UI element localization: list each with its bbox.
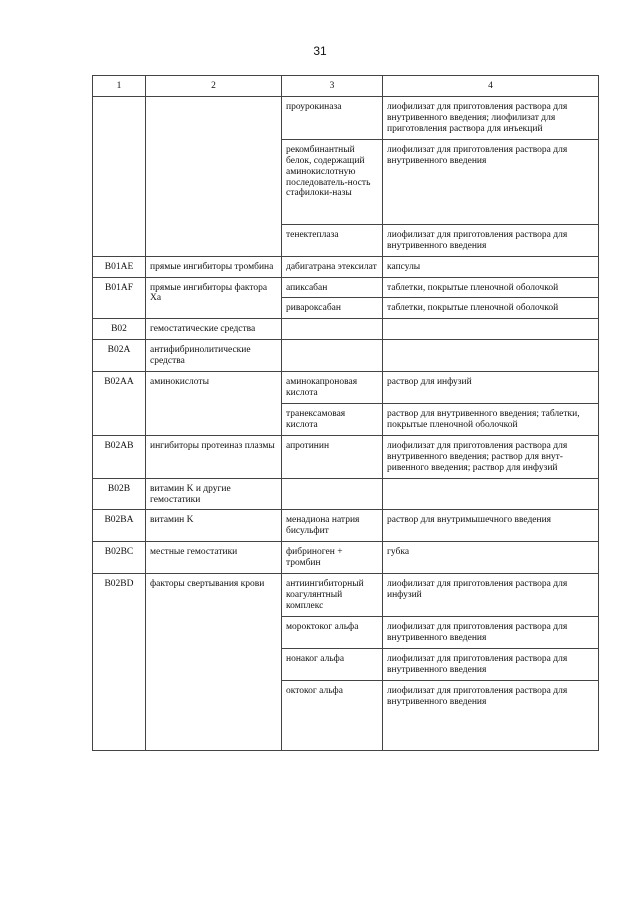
group-name-cell: прямые ингибиторы фактора Xa xyxy=(146,277,282,319)
atc-code-cell: B01AE xyxy=(93,256,146,277)
group-name-cell: ингибиторы протеиназ плазмы xyxy=(146,435,282,478)
dosage-form-cell: раствор для инфузий xyxy=(383,372,599,404)
substance-cell: ривароксабан xyxy=(282,298,383,319)
substance-cell: менадиона натрия бисульфит xyxy=(282,510,383,542)
atc-code-cell xyxy=(93,97,146,257)
dosage-form-cell: лиофилизат для приготовления раствора для внутривенного введения; раствор для внут-ривенного введения; раствор для инфузий xyxy=(383,435,599,478)
atc-code-cell: B02 xyxy=(93,319,146,340)
table-row xyxy=(93,256,599,277)
group-name-cell: витамин K xyxy=(146,510,282,542)
atc-code-cell: B02BC xyxy=(93,542,146,574)
group-name-cell: антифибринолитические средства xyxy=(146,340,282,372)
substance-cell: апиксабан xyxy=(282,277,383,298)
dosage-form-cell xyxy=(383,319,599,340)
atc-code-cell: B02BD xyxy=(93,574,146,750)
group-name-cell: витамин K и другие гемостатики xyxy=(146,478,282,510)
substance-cell xyxy=(282,478,383,510)
table-row xyxy=(93,435,599,478)
dosage-form-cell: лиофилизат для приготовления раствора для внутривенного введения xyxy=(383,224,599,256)
dosage-form-cell: лиофилизат для приготовления раствора для внутривенного введения; лиофилизат для приготовления раствора для инъекций xyxy=(383,97,599,140)
substance-cell: нонаког альфа xyxy=(282,648,383,680)
substance-cell: апротинин xyxy=(282,435,383,478)
header-row xyxy=(93,76,599,97)
drug-table xyxy=(92,75,599,751)
dosage-form-cell: раствор для внутримышечного введения xyxy=(383,510,599,542)
table-row xyxy=(93,574,599,617)
substance-cell: фибриноген + тромбин xyxy=(282,542,383,574)
group-name-cell: местные гемостатики xyxy=(146,542,282,574)
table-row xyxy=(93,542,599,574)
substance-cell: рекомбинантный белок, содержащий аминокислотную последователь-ность стафилоки-назы xyxy=(282,139,383,224)
dosage-form-cell: лиофилизат для приготовления раствора для внутривенного введения xyxy=(383,680,599,750)
column-header-3: 3 xyxy=(282,76,383,97)
table-row xyxy=(93,340,599,372)
substance-cell xyxy=(282,340,383,372)
substance-cell: мороктоког альфа xyxy=(282,616,383,648)
dosage-form-cell: лиофилизат для приготовления раствора для внутривенного введения xyxy=(383,648,599,680)
table-row xyxy=(93,319,599,340)
dosage-form-cell xyxy=(383,340,599,372)
column-header-4: 4 xyxy=(383,76,599,97)
atc-code-cell: B02A xyxy=(93,340,146,372)
atc-code-cell: B02BA xyxy=(93,510,146,542)
substance-cell: дабигатрана этексилат xyxy=(282,256,383,277)
dosage-form-cell: раствор для внутривенного введения; таблетки, покрытые пленочной оболочкой xyxy=(383,403,599,435)
substance-cell: октоког альфа xyxy=(282,680,383,750)
substance-cell xyxy=(282,319,383,340)
dosage-form-cell: капсулы xyxy=(383,256,599,277)
substance-cell: тенектеплаза xyxy=(282,224,383,256)
page-number: 31 xyxy=(313,44,327,58)
group-name-cell: аминокислоты xyxy=(146,372,282,436)
table-row xyxy=(93,97,599,140)
group-name-cell: прямые ингибиторы тромбина xyxy=(146,256,282,277)
group-name-cell: факторы свертывания крови xyxy=(146,574,282,750)
table-row xyxy=(93,510,599,542)
dosage-form-cell: лиофилизат для приготовления раствора для внутривенного введения xyxy=(383,616,599,648)
group-name-cell xyxy=(146,97,282,257)
substance-cell: антиингибиторный коагулянтный комплекс xyxy=(282,574,383,617)
table-row xyxy=(93,478,599,510)
group-name-cell: гемостатические средства xyxy=(146,319,282,340)
atc-code-cell: B01AF xyxy=(93,277,146,319)
dosage-form-cell: лиофилизат для приготовления раствора для внутривенного введения xyxy=(383,139,599,224)
table-row xyxy=(93,277,599,298)
substance-cell: аминокапроновая кислота xyxy=(282,372,383,404)
atc-code-cell: B02B xyxy=(93,478,146,510)
dosage-form-cell xyxy=(383,478,599,510)
atc-code-cell: B02AA xyxy=(93,372,146,436)
dosage-form-cell: таблетки, покрытые пленочной оболочкой xyxy=(383,298,599,319)
column-header-1: 1 xyxy=(93,76,146,97)
dosage-form-cell: губка xyxy=(383,542,599,574)
column-header-2: 2 xyxy=(146,76,282,97)
atc-code-cell: B02AB xyxy=(93,435,146,478)
dosage-form-cell: лиофилизат для приготовления раствора для инфузий xyxy=(383,574,599,617)
substance-cell: проурокиназа xyxy=(282,97,383,140)
dosage-form-cell: таблетки, покрытые пленочной оболочкой xyxy=(383,277,599,298)
table-row xyxy=(93,372,599,404)
substance-cell: транексамовая кислота xyxy=(282,403,383,435)
